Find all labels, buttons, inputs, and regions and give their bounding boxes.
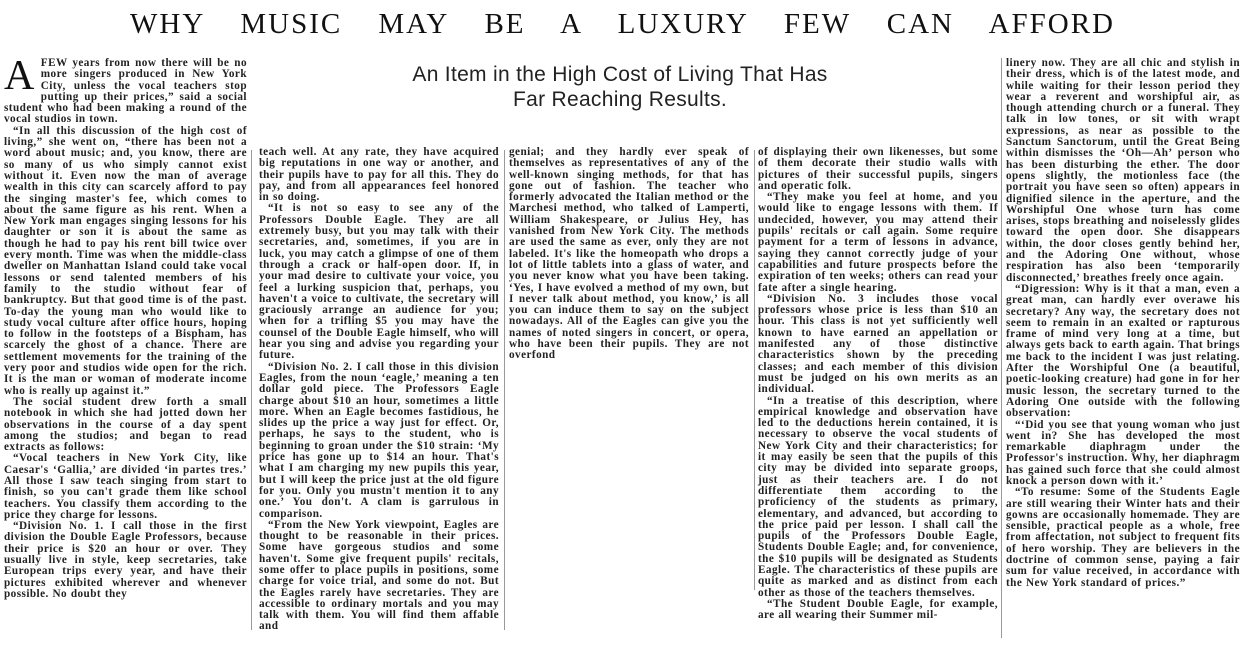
article-paragraph: “To resume: Some of the Students Eagle are still wearing their Winter hats and their gowns are occasionally homemade. They are sensible, practical people as a whole, free from affectation, not subject to frequent fits of hero worship. They are believers in the doctrine of common sense, paying a fair sum for value received, in accordance with the New York standard of prices.” xyxy=(1006,486,1240,589)
column-rule xyxy=(1001,58,1002,638)
article-paragraph: “‘Did you see that young woman who just went in? She has developed the most remarkable diaphragm under the Professor's instruction. Why, her diaphragm has gained such force that she could almost knock a person down with it.’ xyxy=(1006,418,1240,487)
article-paragraph: “Division No. 1. I call those in the first division the Double Eagle Professors, because their price is $20 an hour or over. They usually live in style, keep secretaries, take European trips every year, and have their pictures exhibited wherever and whenever possible. No doubt they xyxy=(4,520,247,600)
article-paragraph: “In a treatise of this description, where empirical knowledge and observation have led to the deductions herein contained, it is necessary to observe the vocal students of New York City and their characteristics; for it may easily be seen that the pupils of this city may be divided into separate groops, just as their teachers are. I do not differentiate them according to the proficiency of the students as primary, elementary, and advanced, but according to the price paid per lesson. I shall call the pupils of the Professors Double Eagle, Students Double Eagle; and, for convenience, the $10 pupils will be designated as Students Eagle. The characteristics of these pupils are quite as marked and as distinct from each other as those of the teachers themselves. xyxy=(758,394,998,599)
article-paragraph: “Division No. 2. I call those in this division Eagles, from the noun ‘eagle,’ meaning a ten dollar gold piece. The Professors Eagle charge about $10 an hour, sometimes a little more. When an Eagle becomes fastidious, he slides up the price a way just for effect. Or, perhaps, he says to the student, who is beginning to groan under the $10 strain: ‘My price has gone up to $14 an hour. That's what I am charging my new pupils this year, but I will keep the price just at the old figure for you. Only you mustn't mention it to any one.’ You don't. A clam is garrulous in comparison. xyxy=(259,360,499,520)
article-paragraph: “It is not so easy to see any of the Professors Double Eagle. They are all extremely busy, but you may talk with their secretaries, and, sometimes, if you are in luck, you may catch a glimpse of one of them through a crack or half-open door. If, in your mad desire to cultivate your voice, you feel a lurking suspicion that, perhaps, you haven't a voice to cultivate, the secretary will graciously arrange an audience for you; when for a trifling $5 you may have the counsel of the Double Eagle himself, who will hear you sing and advise you regarding your future. xyxy=(259,202,499,362)
column-rule xyxy=(754,150,755,590)
article-paragraph: “They make you feel at home, and you would like to engage lessons with them. If undecided, however, you may attend their pupils' recitals or call again. Some require payment for a term of lessons in advance, saying they cannot correctly judge of your capabilities and future prospects before the expiration of ten weeks; others can read your fate after a single hearing. xyxy=(758,191,998,294)
column-rule xyxy=(504,150,505,630)
article-paragraph: genial; and they hardly ever speak of themselves as representatives of any of the well-known singing methods, for that has gone out of fashion. The teacher who formerly advocated the Italian method or the Marchesi method, who talked of Lamperti, William Shakespeare, or Julius Hey, has vanished from New York City. The methods are used the same as ever, only they are not labeled. It's like the homeopath who drops a lot of little tablets into a glass of water, and you never know what you have been taking. ‘Yes, I have evolved a method of my own, but I never talk about method, you know,’ is all you can induce them to say on the subject nowadays. All of the Eagles can give you the names of noted singers in concert, or opera, who have been their pupils. They are not overfond xyxy=(509,146,749,362)
article-column-3 xyxy=(509,147,749,362)
subheadline xyxy=(330,62,910,112)
article-paragraph: “In all this discussion of the high cost of living,” she went on, “there has been not a word about music; and, you know, there are so many of us who simply cannot exist without it. Even now the man of average wealth in this city can scarcely afford to pay the singing master's fee, which comes to about the same figure as his rent. When a New York man engages singing lessons for his daughter or son it is about the same as though he had to pay his rent bill twice over every month. Time was when the middle-class dweller on Manhattan Island could take vocal lessons or send talented members of his family to the studio without fear of bankruptcy. But that good time is of the past. To-day the young man who would like to study vocal culture after office hours, hoping to follow in the footsteps of a Bispham, has scarcely the ghost of a chance. There are settlement movements for the training of the very poor and studios wide open for the rich. It is the man or woman of moderate income who is really up against it.” xyxy=(4,124,247,397)
article-paragraph: “From the New York viewpoint, Eagles are thought to be reasonable in their prices. Some have gorgeous studios and some haven't. Some give frequent pupils' recitals, some offer to place pupils in positions, some charge for voice trial, and some do not. But the Eagles rarely have secretaries. They are accessible to ordinary mortals and you may talk with them. You will find them affable and xyxy=(259,518,499,633)
drop-cap: A xyxy=(4,53,35,99)
article-paragraph: “Digression: Why is it that a man, even a great man, can hardly ever overawe his secretary? Any way, the secretary does not seem to remain in an exalted or rapturous frame of mind very long at a time, but always gets back to earth again. That brings me back to the incident I was just relating. After the Worshipful One (a beautiful, poetic-looking creature) had gone in for her music lesson, the secretary turned to the Adoring One outside with the following observation: xyxy=(1006,282,1240,420)
article-paragraph: of displaying their own likenesses, but some of them decorate their studio walls with pictures of their successful pupils, singers and operatic folk. xyxy=(758,146,998,192)
column-rule xyxy=(251,150,252,630)
subheadline-line-1: An Item in the High Cost of Living That Has xyxy=(412,63,828,86)
article-column-1 xyxy=(4,53,247,600)
article-paragraph xyxy=(4,53,247,126)
subheadline-line-2: Far Reaching Results. xyxy=(512,88,728,111)
article-column-2 xyxy=(259,147,499,633)
article-paragraph: linery now. They are all chic and stylish in their dress, which is of the latest mode, and while waiting for their lesson period they wear a reverent and worshipful air, as though attending church or a funeral. They talk in low tones, or sit with wrapt expressions, as near as possible to the Sanctum Sanctorum, until the Great Being within dismisses the ‘Oh—Ah’ person who has been disturbing the ether. The door opens slightly, the motionless face (the portrait you have seen so often) appears in dignified silence in the aperture, and the Worshipful One whose turn has come arises, stops breathing and noiselessly glides toward the open door. She disappears within, the door closes gently behind her, and the Adoring One without, whose respiration has also been ‘temporarily disconnected,’ breathes freely once again. xyxy=(1006,57,1240,284)
paragraph-text: FEW years from now there will be no more singers produced in New York City, unless the vocal teachers stop putting up their prices,” said a social student who had been making a round of the vocal studios in town. xyxy=(4,57,247,126)
article-paragraph: “Vocal teachers in New York City, like Caesar's ‘Gallia,’ are divided ‘in partes tres.’ All those I saw teach singing from start to finish, so you can't grade them like school teachers. You classify them according to the price they charge for lessons. xyxy=(4,452,247,521)
article-paragraph: The social student drew forth a small notebook in which she had jotted down her observations in the course of a day spent among the studios; and began to read extracts as follows: xyxy=(4,395,247,454)
article-column-5 xyxy=(1006,58,1240,589)
article-paragraph: “The Student Double Eagle, for example, are all wearing their Summer mil- xyxy=(758,597,998,622)
article-column-4 xyxy=(758,147,998,621)
article-paragraph: “Division No. 3 includes those vocal professors whose price is less than $10 an hour. This class is not yet sufficiently well known to have earned an appellation or manifested any of those distinctive characteristics shown by the preceding classes; and each member of this division must be judged on his own merits as an individual. xyxy=(758,292,998,396)
article-paragraph: teach well. At any rate, they have acquired big reputations in one way or another, and their pupils have to pay for all this. They do pay, and from all appearances feel honored in so doing. xyxy=(259,146,499,204)
headline: WHY MUSIC MAY BE A LUXURY FEW CAN AFFORD xyxy=(130,8,1115,40)
